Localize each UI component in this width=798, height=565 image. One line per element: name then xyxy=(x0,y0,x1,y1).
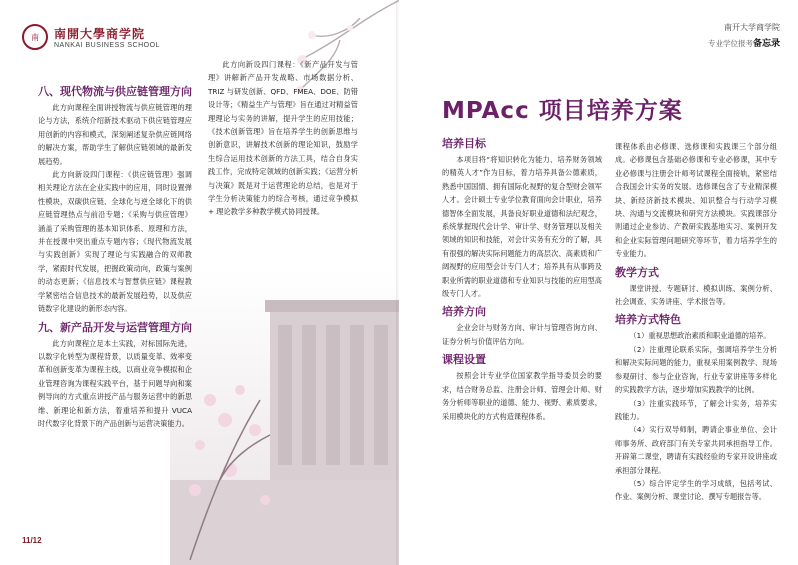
paragraph: 按照会计专业学位国家教学指导委员会的要求，结合财务总监、注册会计师、管理会计师、财务分析师等职业的道德、能力、视野、素质要求，采用模块化的方式构造课程体系。 xyxy=(442,371,602,421)
subsection-title-goal: 培养目标 xyxy=(442,137,486,150)
left-column-2 xyxy=(208,58,358,219)
running-header xyxy=(708,22,780,49)
paragraph: 此方向新设四门课程：《供应链管理》强调相关理论方法在企业实践中的应用，同时设置弹性模块，双碳供应链、全球化与逆全球化下的供应链管理热点与前沿专题；《采购与供应管理》涵盖了采购管理的基本知识体系、原理和方法，并在授课中突出重点专题内容；《现代物流发展与实践创新》实现了理论与实践融合的双师教学，紧跟时代发展，把握政策动向，政策与案例的动态更新；《信息技术与智慧供应链》课程教学紧密结合信息技术的最新发展趋势，以及供应链数字化建设的新形态内容。 xyxy=(38,170,192,314)
seal-icon: 南 xyxy=(22,24,48,50)
section-title-logistics: 八、现代物流与供应链管理方向 xyxy=(38,85,192,98)
school-logo xyxy=(22,24,160,50)
feature-item: （1）重视思想政治素质和职业道德的培养。 xyxy=(629,331,771,341)
feature-item: （5）综合评定学生的学习成绩，包括考试、作业、案例分析、课堂讨论、撰写专题报告等。 xyxy=(615,478,777,502)
subsection-title-features: 培养方式特色 xyxy=(615,313,681,327)
right-column-1 xyxy=(442,132,602,423)
paragraph: 此方向新设四门课程：《新产品开发与管理》讲解新产品开发战略、市场数据分析、TRIZ 与研发创新、QFD、FMEA、DOE、防错设计等；《精益生产与管理》旨在通过对精益管理理论与实务的讲解，提升学生的应用技能；《技术创新管理》旨在培养学生的创新思维与创新意识，讲解技术创新的理论知识，鼓励学生综合运用技术创新的方法工具，结合自身实践工作，完成特定领域的创新实践；《运营分析与决策》既是对于运营理论的总结，也是对于学生分析决策能力的综合考核，通过竞争模拟 + 理论教学多种教学模式协同授课。 xyxy=(208,60,358,217)
logo-cn-text: 南開大學商学院 xyxy=(54,27,146,41)
paragraph: 课程体系由必修课、选修课和实践课三个部分组成。必修课包含基础必修课和专业必修课，其中专业必修课与注册会计师考试课程全面接轨，紧密结合我国会计实务的发展。选修课包含了专业精深模块、新经济新技术模块、知识整合与行动学习模块、沟通与交流模块和研究方法模块。实践课部分则通过企业参访、产教研实践基地实习、案例开发和企业实际管理问题研究等环节，着力培养学生的专业能力。 xyxy=(615,142,777,259)
feature-item: （2）注重理论联系实际，强调培养学生分析和解决实际问题的能力，重视采用案例教学、现场参观研讨、参与企业咨询，行业专家讲座等多样化的实践教学方法，逐步增加实践教学的比例。 xyxy=(615,344,777,395)
subsection-title-courses: 课程设置 xyxy=(442,353,486,367)
header-school: 南开大学商学院 xyxy=(724,23,780,32)
right-page xyxy=(399,0,798,565)
subsection-title-direction: 培养方向 xyxy=(442,305,486,319)
right-column-2 xyxy=(615,140,777,504)
paragraph: 此方向课程全面讲授物流与供应链管理的理论与方法，系统介绍新技术驱动下供应链管理应用创新的内容和模式，深刻阐述复杂供应链网络的解决方案，帮助学生了解供应链领域的最新发展趋势。 xyxy=(38,103,192,166)
section-title-new-product: 九、新产品开发与运营管理方向 xyxy=(38,320,192,334)
paragraph: 本项目将“将知识转化为能力、培养财务领域的精英人才”作为目标，着力培养具备公德素质，熟悉中国国情、拥有国际化视野的复合型财会领军人才。会计硕士专业学位教育面向会计职业，培养德智体全面发展，具备良好职业道德和法纪观念，系统掌握现代会计学、审计学、财务管理以及相关领域的知识和技能，对会计实务有充分的了解，具有很强的解决实际问题能力的高层次、高素质和广阔视野的应用型会计专门人才；培养具有从事跨及职业所需的职业道德和专业知识与技能的应用型高级专门人才。 xyxy=(442,155,602,299)
feature-item: （3）注重实践环节，了解会计实务，培养实践能力。 xyxy=(615,398,777,421)
logo-en-text: NANKAI BUSINESS SCHOOL xyxy=(54,42,160,49)
campus-building-photo xyxy=(170,270,399,565)
header-subtitle: 专业学位报考备忘录 xyxy=(707,39,780,49)
page-number: 11/12 xyxy=(22,536,42,545)
left-column-1 xyxy=(38,84,192,430)
paragraph: 课堂讲授、专题研讨、模拟训练、案例分析、社会调查、实务讲座、学术报告等。 xyxy=(615,283,777,307)
subsection-title-method: 教学方式 xyxy=(615,265,659,279)
paragraph: 此方向课程立足本土实践，对标国际先进，以数字化转型为课程背景，以质量变革、效率变革和创新变革为课程主线，以商业竞争模拟和企业管理咨询为课程实践平台，基于问题导向和案例导向的方式重点讲授产品与服务运营中的新思维、新理论和新方法，着重培养和提升 VUCA 时代数字化背景下的产品创新与运营决策能力。 xyxy=(38,338,192,428)
paragraph: 企业会计与财务方向、审计与管理咨询方向、证券分析与价值评估方向。 xyxy=(442,323,602,346)
feature-item: （4）实行双导师制，聘请企事业单位、会计师事务所、政府部门有关专家共同承担指导工作。开辟第二课堂，聘请有实践经验的专家开设讲座或承担部分课程。 xyxy=(615,425,777,475)
page-title: MPAcc 项目培养方案 xyxy=(442,98,683,124)
